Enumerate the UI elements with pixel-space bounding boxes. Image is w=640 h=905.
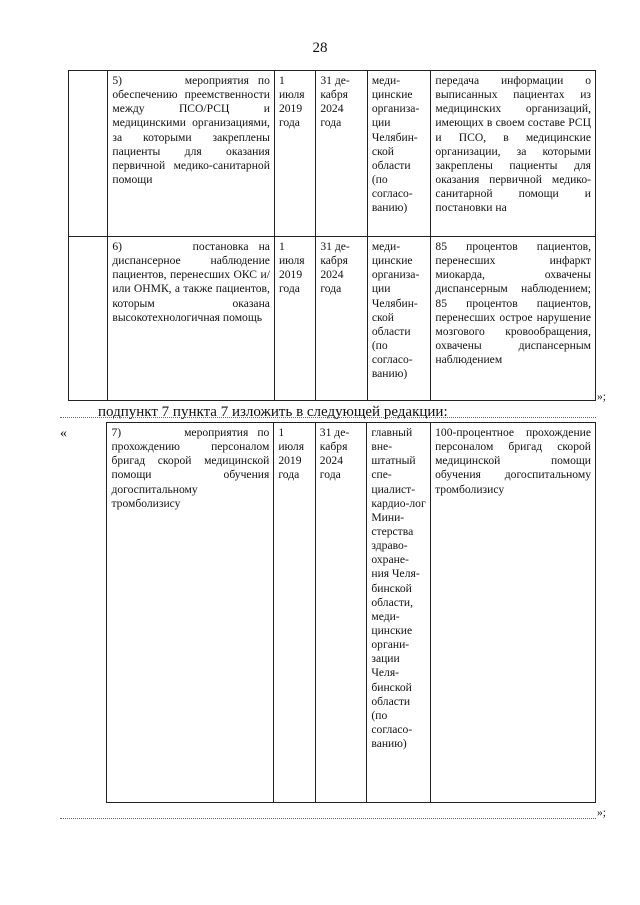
executor-cell: меди-цинские организа-ции Челябин-ской области (по согласо-ванию) bbox=[367, 237, 431, 401]
end-date-cell: 31 де-кабря 2024 года bbox=[316, 237, 367, 401]
end-date-cell: 31 де-кабря 2024 года bbox=[315, 423, 367, 803]
amendment-heading: подпункт 7 пункта 7 изложить в следующей редакции: bbox=[98, 404, 448, 420]
table-row bbox=[69, 237, 596, 401]
closing-quote: »; bbox=[597, 390, 607, 403]
gutter-cell bbox=[69, 71, 108, 237]
measures-table-part2 bbox=[68, 422, 596, 803]
dotted-separator bbox=[60, 818, 596, 819]
event-cell: 7) мероприятия по прохождению персоналом бригад скорой медицинской помощи обучения догоспитальному тромболизису bbox=[107, 423, 274, 803]
start-date-cell: 1 июля 2019 года bbox=[274, 71, 315, 237]
result-cell: передача информации о выписанных пациентах из медицинских организаций, имеющих в своем составе РСЦ и ПСО, в медицинские организации, за которыми закреплены пациенты для оказания первичной медико-санитарной помощи и постановки на bbox=[431, 71, 596, 237]
opening-quote: « bbox=[60, 426, 67, 441]
executor-cell: главный вне-штатный спе-циалист-кардио-лог Мини-стерства здраво-охране-ния Челя-бинской области, меди-цинские органи-зации Челя-бинской области (по согласо-ванию) bbox=[367, 423, 431, 803]
start-date-cell: 1 июля 2019 года bbox=[274, 237, 315, 401]
event-cell: 6) постановка на диспансерное наблюдение пациентов, перенесших ОКС и/или ОНМК, а также пациентов, которым оказана высокотехнологичная помощь bbox=[108, 237, 275, 401]
gutter-cell bbox=[68, 423, 107, 803]
page-number: 28 bbox=[312, 40, 328, 56]
result-cell: 85 процентов пациентов, перенесших инфаркт миокарда, охвачены диспансерным наблюдением; 85 процентов пациентов, перенесших острое нарушение мозгового кровообращения, охвачены диспансерным наблюдением bbox=[431, 237, 596, 401]
end-date-cell: 31 де-кабря 2024 года bbox=[316, 71, 367, 237]
start-date-cell: 1 июля 2019 года bbox=[274, 423, 315, 803]
closing-quote: »; bbox=[597, 806, 607, 819]
table-row bbox=[69, 71, 596, 237]
event-cell: 5) мероприятия по обеспечению преемственности между ПСО/РСЦ и медицинскими организациями, за которыми закреплены пациенты для оказания первичной медико-санитарной помощи bbox=[108, 71, 275, 237]
result-cell: 100-процентное прохождение персоналом бригад скорой медицинской помощи обучения догоспитальному тромболизису bbox=[431, 423, 596, 803]
table-row bbox=[68, 423, 596, 803]
measures-table-part1 bbox=[68, 70, 596, 401]
gutter-cell bbox=[69, 237, 108, 401]
executor-cell: меди-цинские организа-ции Челябин-ской области (по согласо-ванию) bbox=[367, 71, 431, 237]
